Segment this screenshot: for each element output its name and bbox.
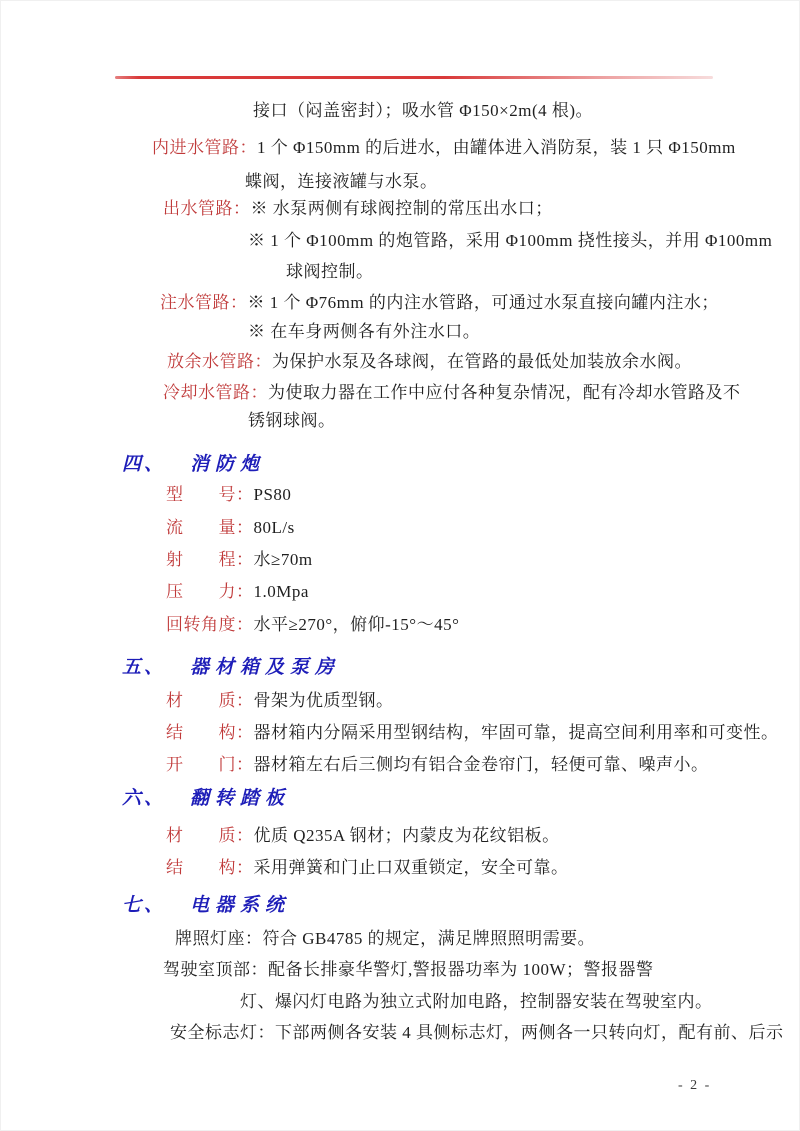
section-number: 五、	[122, 657, 167, 678]
section-heading-fire-monitor	[122, 452, 265, 477]
line-text: ※ 水泵两侧有球阀控制的常压出水口；	[250, 199, 553, 218]
spec-row	[170, 1021, 784, 1044]
field-value: 优质 Q235A 钢材；内蒙皮为花纹铝板。	[253, 826, 560, 845]
field-value: 1.0Mpa	[253, 582, 309, 601]
field-label: 流 量：	[166, 518, 254, 537]
section-heading-electrical	[122, 893, 290, 918]
section-heading-step-board	[122, 786, 290, 811]
line-text: 球阀控制。	[286, 262, 374, 281]
section-title: 消防炮	[190, 454, 266, 475]
spec-row	[166, 721, 779, 744]
section-title: 器材箱及泵房	[190, 657, 341, 678]
body-line	[245, 170, 438, 193]
line-text: ※ 1 个 Φ76mm 的内注水管路，可通过水泵直接向罐内注水；	[247, 293, 719, 312]
field-label: 材 质：	[166, 826, 254, 845]
spec-row	[240, 990, 713, 1013]
spec-row	[166, 753, 709, 776]
body-line	[167, 350, 692, 373]
body-line	[248, 229, 772, 252]
spec-row	[166, 580, 309, 603]
field-value: PS80	[253, 485, 292, 504]
field-label: 结 构：	[166, 858, 254, 877]
spec-row	[166, 824, 560, 847]
body-line	[253, 99, 593, 122]
line-text: 为使取力器在工作中应付各种复杂情况，配有冷却水管路及不	[268, 383, 741, 402]
spec-row	[163, 958, 654, 981]
section-title: 电器系统	[190, 895, 291, 916]
body-line	[152, 136, 736, 159]
spec-row	[166, 548, 313, 571]
line-text: 接口（闷盖密封）；吸水管 Φ150×2m(4 根)。	[253, 101, 594, 120]
field-label: 材 质：	[166, 691, 254, 710]
section-number: 四、	[122, 454, 167, 475]
section-heading-equipment-box	[122, 655, 340, 680]
section-title: 翻转踏板	[190, 788, 291, 809]
field-label: 结 构：	[166, 723, 254, 742]
line-text: 蝶阀，连接液罐与水泵。	[245, 172, 438, 191]
line-text: ※ 在车身两侧各有外注水口。	[248, 322, 481, 341]
body-line	[248, 320, 480, 343]
spec-row	[166, 613, 459, 636]
field-value: 配备长排豪华警灯,警报器功率为 100W；警报器警	[268, 960, 654, 979]
body-line	[163, 381, 741, 404]
line-text: 为保护水泵及各球阀，在管路的最低处加装放余水阀。	[272, 352, 692, 371]
field-label: 回转角度：	[166, 615, 254, 634]
body-line	[248, 409, 336, 432]
field-value: 下部两侧各安装 4 具侧标志灯，两侧各一只转向灯，配有前、后示	[275, 1023, 784, 1042]
spec-row	[166, 689, 394, 712]
field-value: 采用弹簧和门止口双重锁定，安全可靠。	[253, 858, 569, 877]
field-label: 牌照灯座：	[175, 929, 263, 948]
field-value: 骨架为优质型钢。	[253, 691, 394, 710]
field-label: 放余水管路：	[167, 352, 272, 371]
field-label: 压 力：	[166, 582, 254, 601]
field-value: 80L/s	[253, 518, 295, 537]
spec-row	[175, 927, 595, 950]
spec-row	[166, 483, 291, 506]
field-value: 器材箱内分隔采用型钢结构，牢固可靠，提高空间利用率和可变性。	[253, 723, 779, 742]
field-value: 符合 GB4785 的规定，满足牌照照明需要。	[262, 929, 596, 948]
field-label: 出水管路：	[163, 199, 251, 218]
field-value: 水平≥270°，俯仰-15°～45°	[253, 615, 460, 634]
spec-row	[166, 516, 295, 539]
field-label: 驾驶室顶部：	[163, 960, 268, 979]
section-number: 六、	[122, 788, 167, 809]
field-label: 安全标志灯：	[170, 1023, 275, 1042]
field-label: 注水管路：	[160, 293, 248, 312]
field-label: 开 门：	[166, 755, 254, 774]
top-rule	[115, 76, 713, 79]
field-label: 射 程：	[166, 550, 254, 569]
field-value: 器材箱左右后三侧均有铝合金卷帘门，轻便可靠、噪声小。	[253, 755, 709, 774]
body-line	[163, 197, 553, 220]
field-label: 型 号：	[166, 485, 254, 504]
page-number: - 2 -	[678, 1078, 712, 1093]
field-value: 水≥70m	[253, 550, 313, 569]
field-label: 内进水管路：	[152, 138, 257, 157]
line-text: 锈钢球阀。	[248, 411, 336, 430]
spec-row	[166, 856, 569, 879]
section-number: 七、	[122, 895, 167, 916]
body-line	[286, 260, 374, 283]
field-label: 冷却水管路：	[163, 383, 268, 402]
line-text: 1 个 Φ150mm 的后进水，由罐体进入消防泵，装 1 只 Φ150mm	[257, 138, 736, 157]
body-line	[160, 291, 719, 314]
field-value: 灯、爆闪灯电路为独立式附加电路，控制器安装在驾驶室内。	[240, 992, 713, 1011]
line-text: ※ 1 个 Φ100mm 的炮管路，采用 Φ100mm 挠性接头，并用 Φ100mm	[248, 231, 773, 250]
